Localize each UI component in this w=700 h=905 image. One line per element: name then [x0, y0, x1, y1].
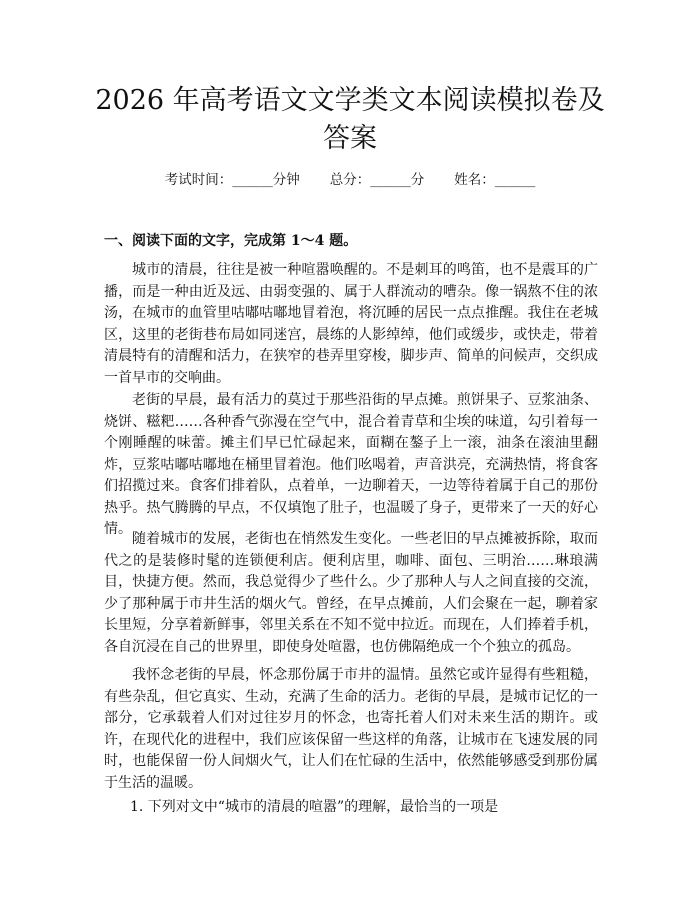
exam-time-field: 考试时间：______分钟 — [164, 172, 300, 188]
passage-paragraph-2: 老街的早晨，最有活力的莫过于那些沿街的早点摊。煎饼果子、豆浆油条、烧饼、糍粑……各种香气弥漫在空气中，混合着青草和尘埃的味道，勾引着每一个刚睡醒的味蕾。摊主们早已忙碌起来，面糊在鏊子上一滚，油条在滚油里翻炸，豆浆咕嘟咕嘟地在桶里冒着泡。他们吆喝着，声音洪亮，充满热情，将食客们招揽过来。食客们排着队，点着单，一边聊着天，一边等待着属于自己的那份热乎。热气腾腾的早点，不仅填饱了肚子，也温暖了身子，更带来了一天的好心情。 — [104, 392, 598, 537]
question-1-stem: 1. 下列对文中“城市的清晨的喧嚣”的理解，最恰当的一项是 — [130, 799, 499, 815]
section-heading: 一、阅读下面的文字，完成第 1～4 题。 — [104, 233, 358, 249]
passage-paragraph-3: 随着城市的发展，老街也在悄然发生变化。一些老旧的早点摊被拆除，取而代之的是装修时髦的连锁便利店。便利店里，咖啡、面包、三明治……琳琅满目，快捷方便。然而，我总觉得少了些什么。少了那种人与人之间直接的交流，少了那种属于市井生活的烟火气。曾经，在早点摊前，人们会聚在一起，聊着家长里短，分享着新鲜事，邻里关系在不知不觉中拉近。而现在，人们捧着手机，各自沉浸在自己的世界里，即使身处喧嚣，也仿佛隔绝成一个个独立的孤岛。 — [104, 531, 598, 655]
passage-paragraph-4: 我怀念老街的早晨，怀念那份属于市井的温情。虽然它或许显得有些粗糙，有些杂乱，但它真实、生动，充满了生命的活力。老街的早晨，是城市记忆的一部分，它承载着人们对过往岁月的怀念，也寄托着人们对未来生活的期许。或许，在现代化的进程中，我们应该保留一些这样的角落，让城市在飞速发展的同时，也能保留一份人间烟火气，让人们在忙碌的生活中，依然能够感受到那份属于生活的温暖。 — [104, 667, 598, 791]
name-field: 姓名：______ — [454, 172, 536, 188]
total-score-field: 总分：______分 — [329, 172, 425, 188]
passage-paragraph-1: 城市的清晨，往往是被一种喧嚣唤醒的。不是刺耳的鸣笛，也不是震耳的广播，而是一种由近及远、由弱变强的、属于人群流动的嘈杂。像一锅熬不住的浓汤，在城市的血管里咕嘟咕嘟地冒着泡，将沉睡的居民一点点推醒。我住在老城区，这里的老街巷布局如同迷宫，晨练的人影绰绰，他们或缓步，或快走，带着清晨特有的清醒和活力，在狭窄的巷弄里穿梭，脚步声、简单的问候声，交织成一首早市的交响曲。 — [104, 262, 598, 386]
exam-info-line — [0, 170, 700, 190]
document-title: 2026 年高考语文文学类文本阅读模拟卷及答案 — [95, 85, 605, 154]
